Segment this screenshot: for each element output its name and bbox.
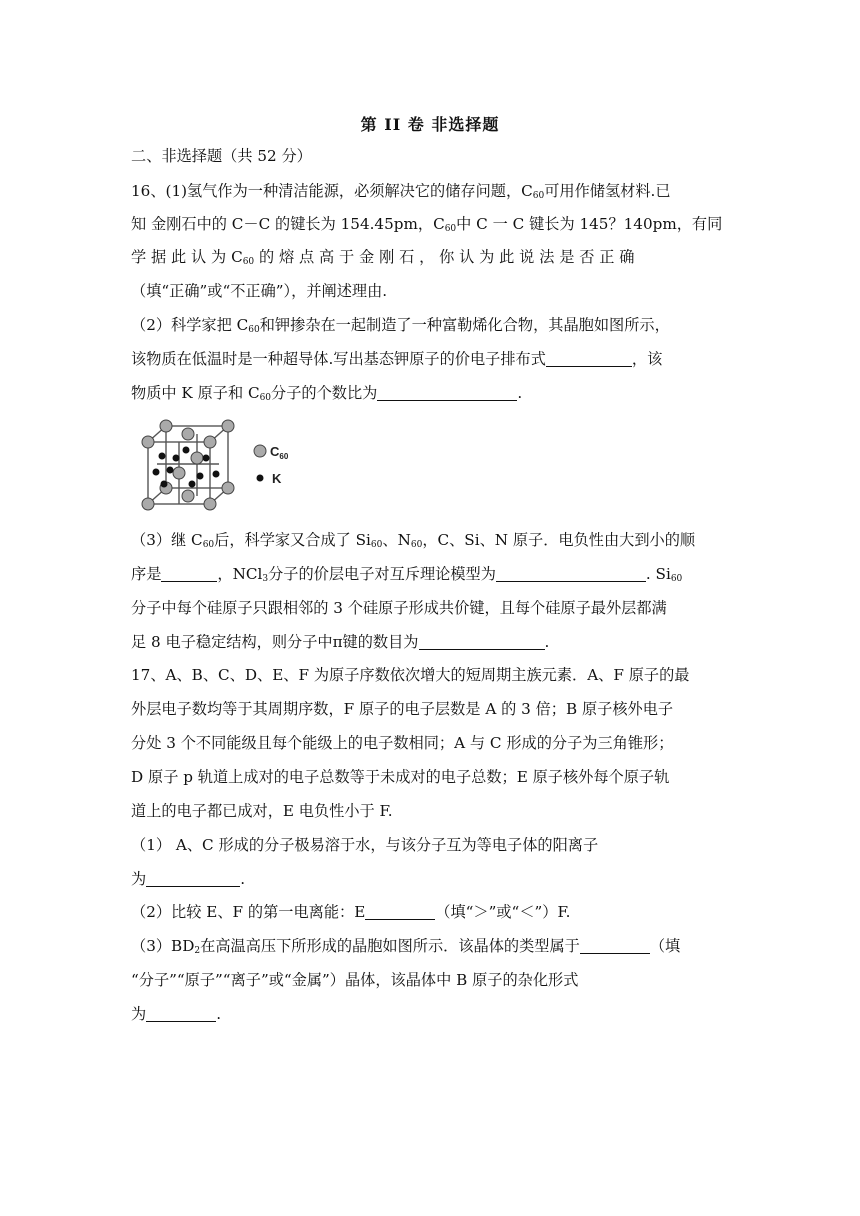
q16-part2-line-1: （2）科学家把 $C_{60}$和钾掺杂在一起制造了一种富勒烯化合物，其晶胞如图所示， bbox=[131, 316, 670, 335]
q16-line-4: （填“正确”或“不正确”），并阐述理由. bbox=[131, 282, 388, 300]
svg-text:C60: $C_{60}$ bbox=[270, 444, 289, 461]
q16-part2-line-2: 该物质在低温时是一种超导体.写出基态钾原子的价电子排布式 ，该 bbox=[131, 350, 663, 368]
q16-part3-line-4: 足 8 电子稳定结构，则分子中π键的数目为 . bbox=[131, 633, 550, 651]
q17-part1-line-1: （1） A、C 形成的分子极易溶于水，与该分子互为等电子体的阳离子 bbox=[131, 836, 599, 854]
answer-blank[interactable] bbox=[419, 635, 545, 650]
q16-part3-line-2: 序是 ，NCl$_3$分子的价层电子对互斥理论模型为 . $Si_{60}$ bbox=[131, 565, 683, 584]
q16-part3-line-3: 分子中每个硅原子只跟相邻的 3 个硅原子形成共价键，且每个硅原子最外层都满 bbox=[131, 599, 667, 617]
q16-line-1: 16、(1)氢气作为一种清洁能源，必须解决它的储存问题，$C_{60}$可用作储氢材料.已 bbox=[131, 182, 671, 201]
q17-line-5: 道上的电子都已成对，E 电负性小于 F. bbox=[131, 802, 393, 820]
answer-blank[interactable] bbox=[146, 1007, 216, 1022]
q17-part3-line-1: $(3)BD_2$在高温高压下所形成的晶胞如图所示．该晶体的类型属于 （填 bbox=[131, 937, 681, 956]
q17-part1-line-2: 为 . bbox=[131, 870, 246, 888]
q17-line-1: 17、A、B、C、D、E、F 为原子序数依次增大的短周期主族元素．A、F 原子的最 bbox=[131, 666, 690, 684]
answer-blank[interactable] bbox=[146, 872, 240, 887]
answer-blank[interactable] bbox=[161, 567, 217, 582]
q17-part2: （2）比较 E、F 的第一电离能：E （填“＞”或“＜”）F. bbox=[131, 903, 571, 921]
q17-part3-line-2: “分子”“原子”“离子”或“金属”）晶体，该晶体中 B 原子的杂化形式 bbox=[131, 971, 579, 989]
answer-blank[interactable] bbox=[546, 352, 632, 367]
q16-line-3: 学 据 此 认 为 $C_{60}$ 的 熔 点 高 于 金 刚 石 ， 你 认 为 此 说 法 是 否 正 确 bbox=[131, 248, 635, 267]
legend-c60-label: C bbox=[270, 444, 280, 459]
answer-blank[interactable] bbox=[580, 939, 650, 954]
section-heading: 二、非选择题（共 52 分） bbox=[131, 147, 312, 165]
q16-part3-line-1: （3）继 $C_{60}$后，科学家又合成了 $Si_{60}$、$N_{60}$，C、Si、N 原子．电负性由大到小的顺 bbox=[131, 531, 696, 550]
q16-line-2: 知 金刚石中的 C－C 的键长为 154.45pm，$C_{60}$中 C 一 C 键长为 145？140pm，有同 bbox=[131, 215, 723, 234]
q16-part2-line-3: 物质中 K 原子和 $C_{60}$分子的个数比为 . bbox=[131, 384, 523, 403]
c60-k-crystal-cell-figure bbox=[140, 418, 300, 514]
page-title: 第 II 卷 非选择题 bbox=[360, 115, 500, 134]
q17-line-2: 外层电子数均等于其周期序数，F 原子的电子层数是 A 的 3 倍；B 原子核外电子 bbox=[131, 700, 674, 718]
q17-line-4: D 原子 p 轨道上成对的电子总数等于未成对的电子总数；E 原子核外每个原子轨 bbox=[131, 768, 670, 786]
q17-line-3: 分处 3 个不同能级且每个能级上的电子数相同；A 与 C 形成的分子为三角锥形； bbox=[131, 734, 674, 752]
answer-blank[interactable] bbox=[365, 905, 435, 920]
q17-part3-line-3: 为 . bbox=[131, 1005, 222, 1023]
legend-k-label: K bbox=[272, 471, 282, 486]
answer-blank[interactable] bbox=[496, 567, 646, 582]
answer-blank[interactable] bbox=[377, 386, 517, 401]
